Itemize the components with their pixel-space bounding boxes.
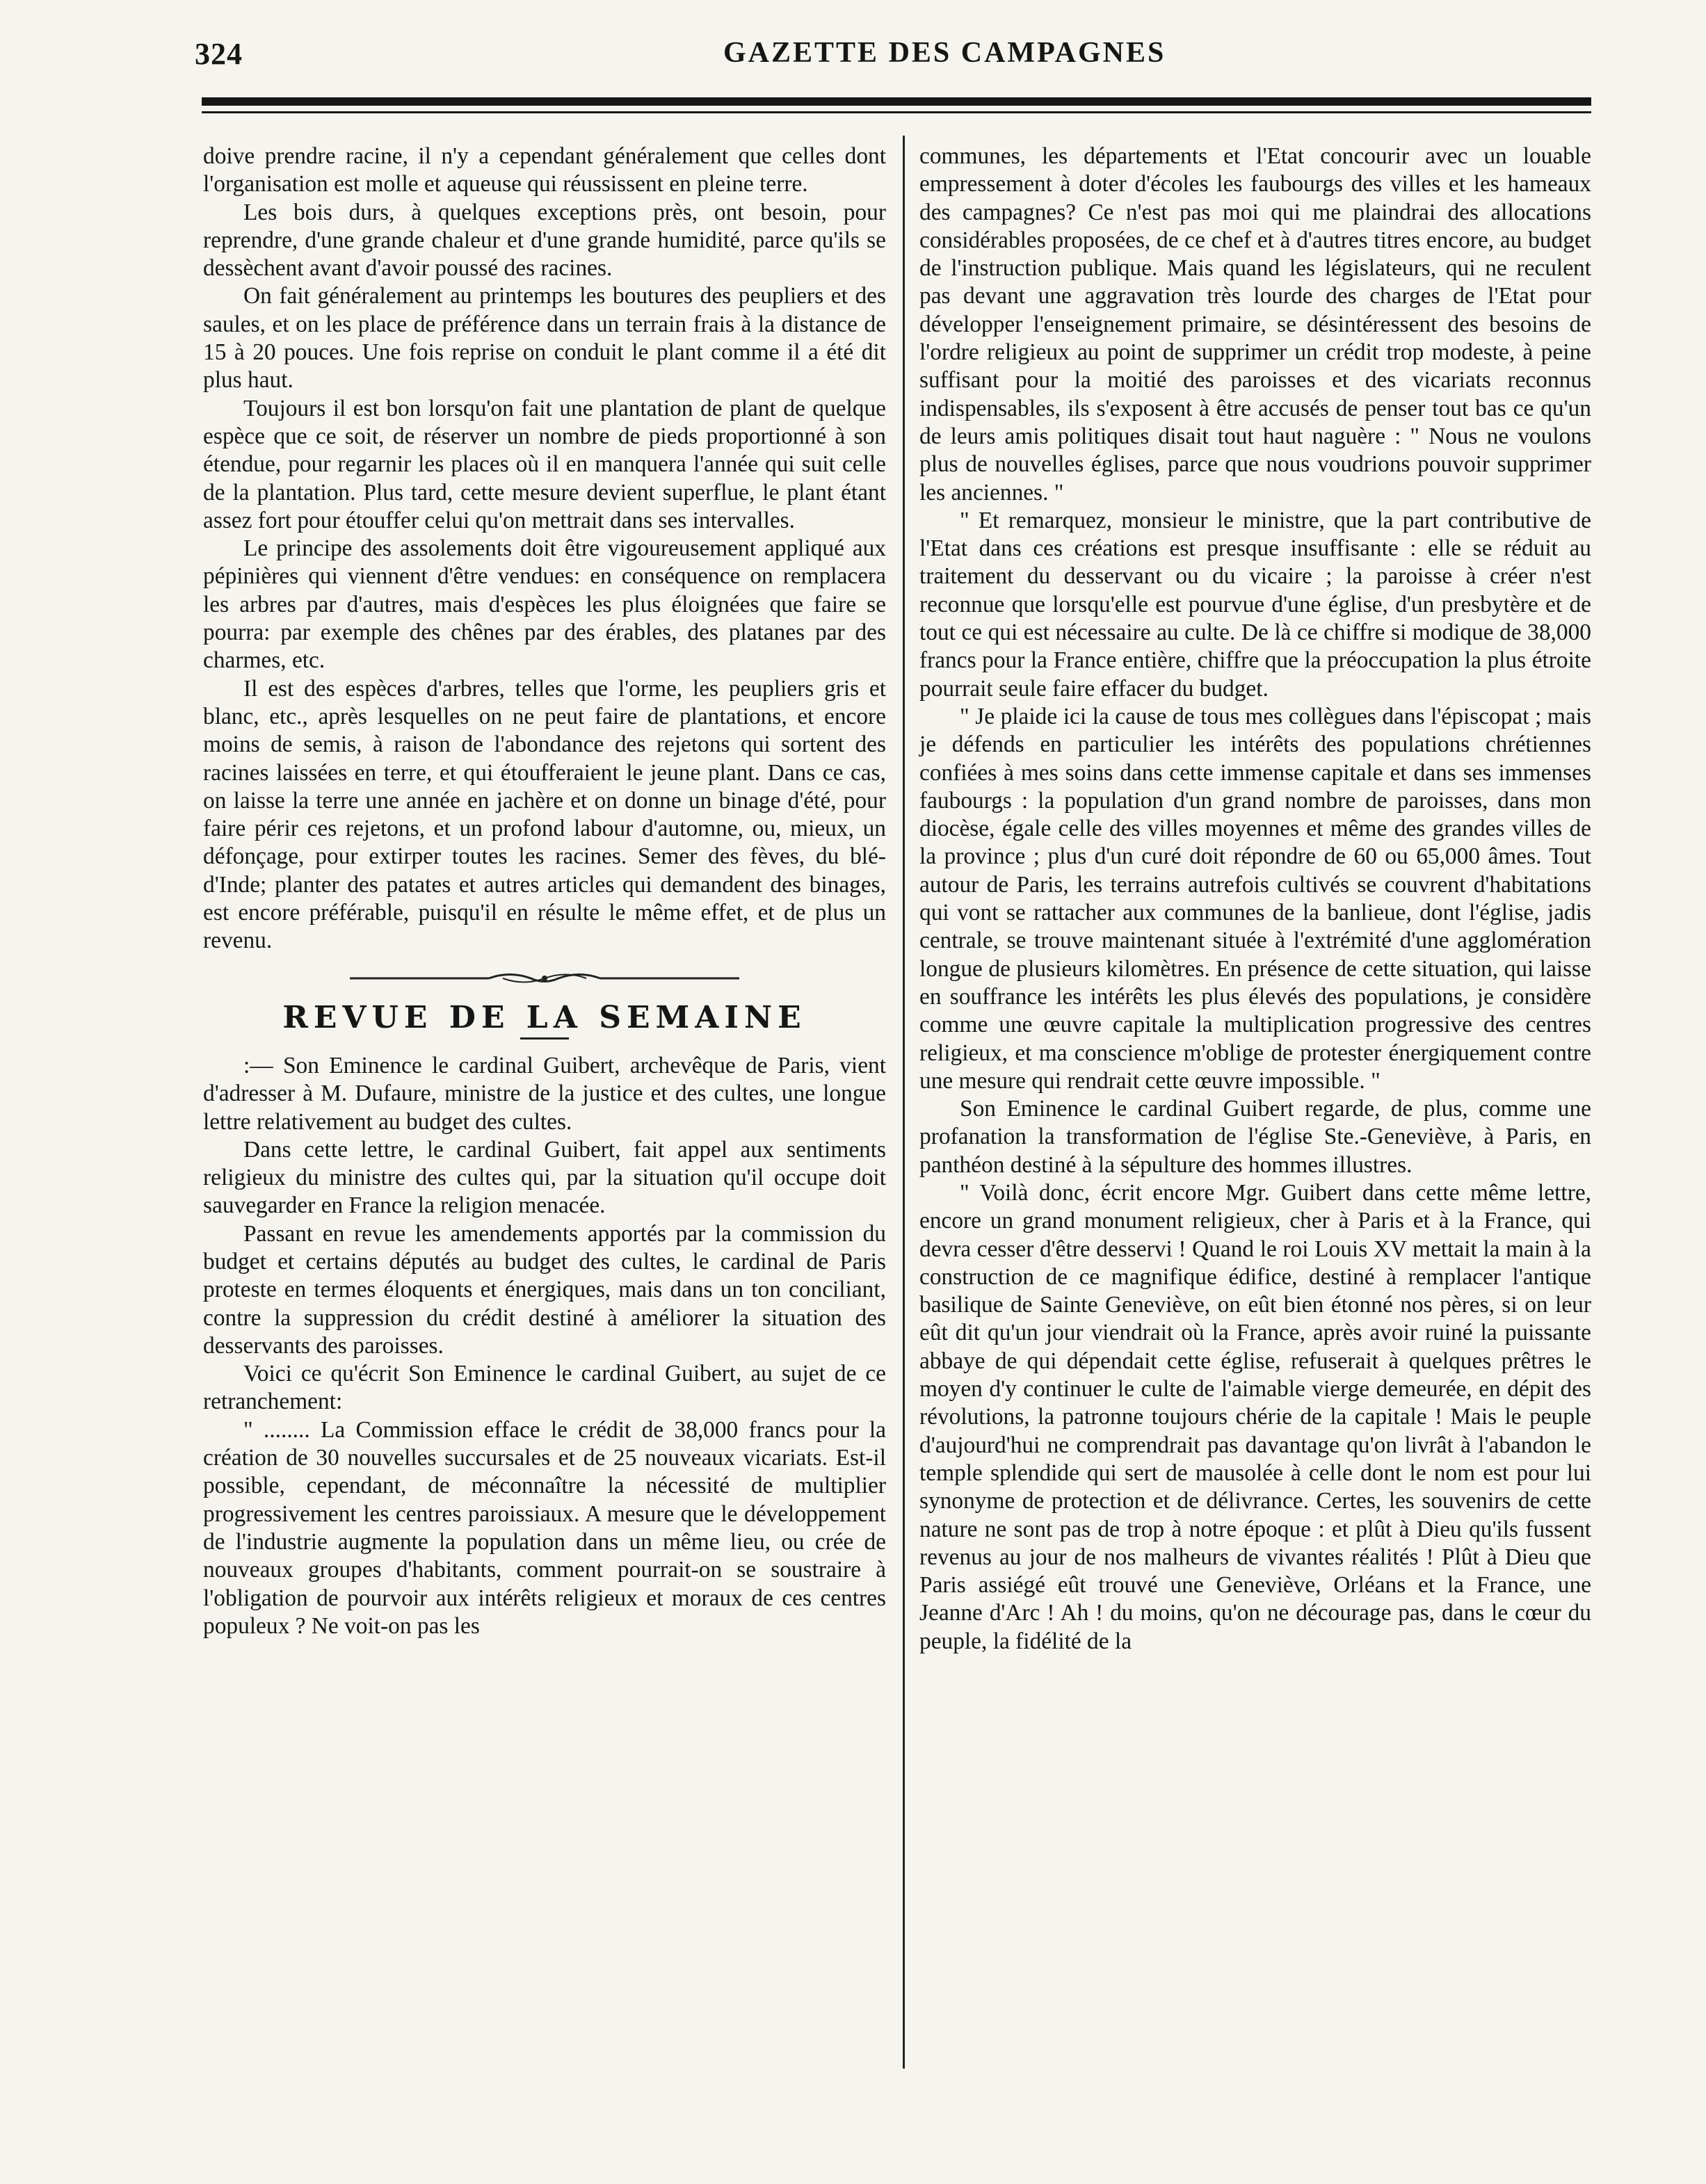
masthead [195, 29, 1602, 71]
paragraph: Les bois durs, à quelques exceptions près, ont besoin, pour reprendre, d'une grande chaleur et d'une grande humidité, parce qu'ils se dessèchent avant d'avoir poussé des racines. [203, 199, 886, 282]
paragraph: Dans cette lettre, le cardinal Guibert, fait appel aux sentiments religieux du ministre des cultes qui, par la situation qu'il occupe doit sauvegarder en France la religion menacée. [203, 1136, 886, 1219]
left-column [203, 143, 886, 1640]
paragraph: :— Son Eminence le cardinal Guibert, archevêque de Paris, vient d'adresser à M. Dufaure, ministre de la justice et des cultes, une longue lettre relativement au budget des cultes. [203, 1052, 886, 1135]
paragraph: communes, les départements et l'Etat concourir avec un louable empressement à doter d'écoles les faubourgs des villes et les hameaux des campagnes? Ce n'est pas moi qui me plaindrai des allocations considérables proposées, de ce chef et à d'autres titres encore, au budget de l'instruction publique. Mais quand les législateurs, qui ne reculent pas devant une aggravation très lourde des charges de l'Etat pour développer l'enseignement primaire, se désintéressent des besoins de l'ordre religieux au point de supprimer un crédit trop modeste, à peine suffisant pour la moitié des paroisses et des vicariats reconnus indispensables, ils s'exposent à être accusés de penser tout bas ce qu'un de leurs amis politiques disait tout haut naguère : " Nous ne voulons plus de nouvelles églises, parce que nous voudrions pouvoir supprimer les anciennes. " [919, 143, 1591, 505]
section-title-underline [520, 1037, 569, 1040]
header-rule-thick [202, 97, 1591, 106]
paragraph: Le principe des assolements doit être vigoureusement appliqué aux pépinières qui viennent d'être vendues: en conséquence on remplacera les arbres par d'autres, mais d'espèces les plus éloignées que faire se pourra: par exemple des chênes par des érables, des platanes par des charmes, etc. [203, 535, 886, 674]
column-divider [903, 136, 905, 2069]
header-rule-thin [202, 111, 1591, 113]
right-column [919, 143, 1591, 1656]
ornamental-rule-icon [350, 971, 739, 986]
paragraph: " Et remarquez, monsieur le ministre, que la part contributive de l'Etat dans ces créations est presque insuffisante : elle se réduit au traitement du desservant ou du vicaire ; la paroisse à créer n'est reconnue que lorsqu'elle est pourvue d'une église, d'un presbytère et de tout ce qui est nécessaire au culte. De là ce chiffre si modique de 38,000 francs pour la France entière, chiffre que la préoccupation la plus étroite pourrait seule faire effacer du budget. [919, 507, 1591, 702]
paragraph: Voici ce qu'écrit Son Eminence le cardinal Guibert, au sujet de ce retranchement: [203, 1361, 886, 1415]
paragraph: " Voilà donc, écrit encore Mgr. Guibert dans cette même lettre, encore un grand monument religieux, cher à Paris et à la France, qui devra cesser d'être desservi ! Quand le roi Louis XV mettait la main à la construction de ce magnifique édifice, destiné à remplacer l'antique basilique de Sainte Geneviève, on eût bien étonné nos pères, si on leur eût dit qu'un jour viendrait où la France, après avoir ruiné la puissante abbaye de qui dépendait cette église, refuserait à quelques prêtres le moyen d'y continuer le culte de l'aimable vierge demeurée, en dépit des révolutions, la patronne toujours chérie de la capitale ! Mais le peuple d'aujourd'hui ne comprendrait pas davantage qu'on livrât à l'abandon le temple splendide qui sert de mausolée à celle dont le nom est pour lui synonyme de protection et de délivrance. Certes, les souvenirs de cette nature ne sont pas de trop à notre époque : et plût à Dieu qu'ils fussent revenus au jour de nos malheurs de vivantes réalités ! Plût à Dieu que Paris assiégé eût trouvé une Geneviève, Orléans et la France, une Jeanne d'Arc ! Ah ! du moins, qu'on ne décourage pas, dans le cœur du peuple, la fidélité de la [919, 1179, 1591, 1654]
paragraph: Son Eminence le cardinal Guibert regarde, de plus, comme une profanation la transformation de l'église Ste.-Geneviève, à Paris, en panthéon destiné à la sépulture des hommes illustres. [919, 1096, 1591, 1178]
paragraph: Il est des espèces d'arbres, telles que l'orme, les peupliers gris et blanc, etc., après lesquelles on ne peut faire de plantations, et encore moins de semis, à raison de l'abondance des rejetons qui sortent des racines laissées en terre, et qui étoufferaient le jeune plant. Dans ce cas, on laisse la terre une année en jachère et on donne un binage d'été, pour faire périr ces rejetons, et un profond labour d'automne, ou, mieux, un défonçage, pour extirper toutes les racines. Semer des fèves, du blé-d'Inde; planter des patates et autres articles qui demandent des binages, est encore préférable, puisqu'il en résulte le même effet, et de plus un revenu. [203, 675, 886, 954]
page-number: 324 [195, 37, 243, 71]
paragraph: Passant en revue les amendements apportés par la commission du budget et certains députés au budget des cultes, le cardinal de Paris proteste en termes éloquents et énergiques, mais dans un ton conciliant, contre la suppression du crédit destiné à améliorer la situation des desservants des paroisses. [203, 1220, 886, 1359]
section-heading [203, 971, 886, 1040]
paragraph: " ........ La Commission efface le crédit de 38,000 francs pour la création de 30 nouvelles succursales et de 25 nouveaux vicariats. Est-il possible, cependant, de méconnaître la nécessité de multiplier progressivement les centres paroissiaux. A mesure que le développement de l'industrie augmente la population dans un même lieu, ou crée de nouveaux groupes d'habitants, comment pourrait-on se soustraire à l'obligation de pourvoir aux intérêts religieux et moraux de ces centres populeux ? Ne voit-on pas les [203, 1416, 886, 1639]
paragraph: doive prendre racine, il n'y a cependant généralement que celles dont l'organisation est molle et aqueuse qui réussissent en pleine terre. [203, 143, 886, 197]
section-title: REVUE DE LA SEMAINE [282, 999, 807, 1035]
paragraph: Toujours il est bon lorsqu'on fait une plantation de plant de quelque espèce que ce soit, de réserver un nombre de pieds proportionné à son étendue, pour regarnir les places où il en manquera l'année qui suit celle de la plantation. Plus tard, cette mesure devient superflue, le plant étant assez fort pour étouffer celui qu'on mettrait dans ses intervalles. [203, 395, 886, 533]
journal-title: GAZETTE DES CAMPAGNES [723, 37, 1166, 69]
paragraph: " Je plaide ici la cause de tous mes collègues dans l'épiscopat ; mais je défends en particulier les intérêts des populations chrétiennes confiées à mes soins dans cette immense capitale et dans ses immenses faubourgs : la population d'un grand nombre de paroisses, dans mon diocèse, égale celle des villes moyennes et même des grandes villes de la province ; plus d'un curé doit répondre de 60 ou 65,000 âmes. Tout autour de Paris, les terrains autrefois cultivés se couvrent d'habitations qui vont se rattacher aux communes de la banlieue, dont l'église, jadis centrale, se trouve maintenant située à l'extrémité d'une agglomération longue de plusieurs kilomètres. En présence de cette situation, qui laisse en souffrance les intérêts les plus élevés des populations, je considère comme une œuvre capitale la multiplication progressive des centres religieux, et ma conscience m'oblige de protester énergiquement contre une mesure qui rendrait cette œuvre impossible. " [919, 703, 1591, 1094]
paragraph: On fait généralement au printemps les boutures des peupliers et des saules, et on les place de préférence dans un terrain frais à la distance de 15 à 20 pouces. Une fois reprise on conduit le plant comme il a été dit plus haut. [203, 283, 886, 394]
